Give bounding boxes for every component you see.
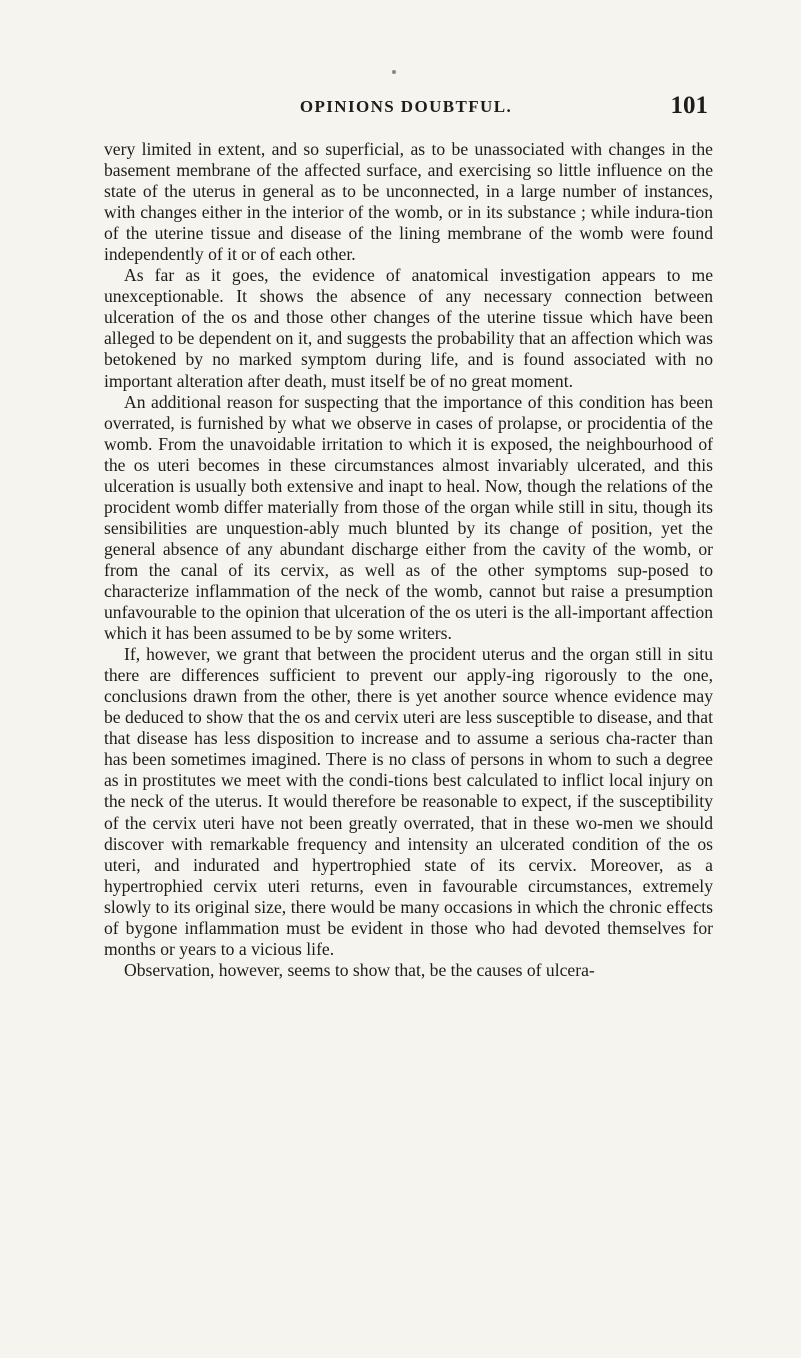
paragraph-prolapse: An additional reason for suspecting that the importance of this condition has been overrated, is furnished by what we observe in cases of prolapse, or procidentia of the womb. From the unavoidable irritation to which it is exposed, the neighbourhood of the os uteri becomes in these circumstances almost invariably ulcerated, and this ulceration is usually both extensive and inapt to heal. Now, though the relations of the procident womb differ materially from those of the organ while still in situ, though its sensibilities are unquestion-ably much blunted by its change of position, yet the general absence of any abundant discharge either from the cavity of the womb, or from the canal of its cervix, as well as of the other symptoms sup-posed to characterize inflammation of the neck of the womb, cannot but raise a presumption unfavourable to the opinion that ulceration of the os uteri is the all-important affection which it has been assumed to be by some writers. — [104, 391, 713, 644]
paragraph-prostitutes: If, however, we grant that between the procident uterus and the organ still in situ there are differences sufficient to prevent our apply-ing rigorously to the one, conclusions drawn from the other, there is yet another source whence evidence may be deduced to show that the os and cervix uteri are less susceptible to disease, and that that disease has less disposition to increase and to assume a serious cha-racter than has been sometimes imagined. There is no class of persons in whom to such a degree as in prostitutes we meet with the condi-tions best calculated to inflict local injury on the neck of the uterus. It would therefore be reasonable to expect, if the susceptibility of the cervix uteri have not been greatly overrated, that in these wo-men we should discover with remarkable frequency and intensity an ulcerated condition of the os uteri, and indurated and hypertrophied state of its cervix. Moreover, as a hypertrophied cervix uteri returns, even in favourable circumstances, extremely slowly to its original size, there would be many occasions in which the chronic effects of bygone inflammation must be evident in those who had devoted themselves for months or years to a vicious life. — [104, 644, 713, 959]
paragraph-observation: Observation, however, seems to show that, be the causes of ulcera- — [124, 959, 595, 980]
paragraph-anatomical-evidence: As far as it goes, the evidence of anatomical investigation appears to me unexceptionable. It shows the absence of any necessary connection between ulceration of the os and those other changes of the uterine tissue which have been alleged to be dependent on it, and suggests the probability that an affection which was betokened by no marked symptom during life, and is found associated with no important alteration after death, must itself be of no great moment. — [104, 265, 713, 391]
page-header — [104, 92, 708, 120]
running-head: OPINIONS DOUBTFUL. — [299, 97, 513, 116]
page-body — [104, 139, 713, 981]
paragraph-continuation: very limited in extent, and so superficial, as to be unassociated with changes in the basement membrane of the affected surface, and exercising so little influence on the state of the uterus in general as to be unconnected, in a large number of instances, with changes either in the interior of the womb, or in its substance ; while indura-tion of the uterine tissue and disease of the lining membrane of the womb were found independently of it or of each other. — [104, 139, 713, 265]
page-number: 101 — [670, 92, 708, 119]
scan-speck — [392, 70, 396, 74]
